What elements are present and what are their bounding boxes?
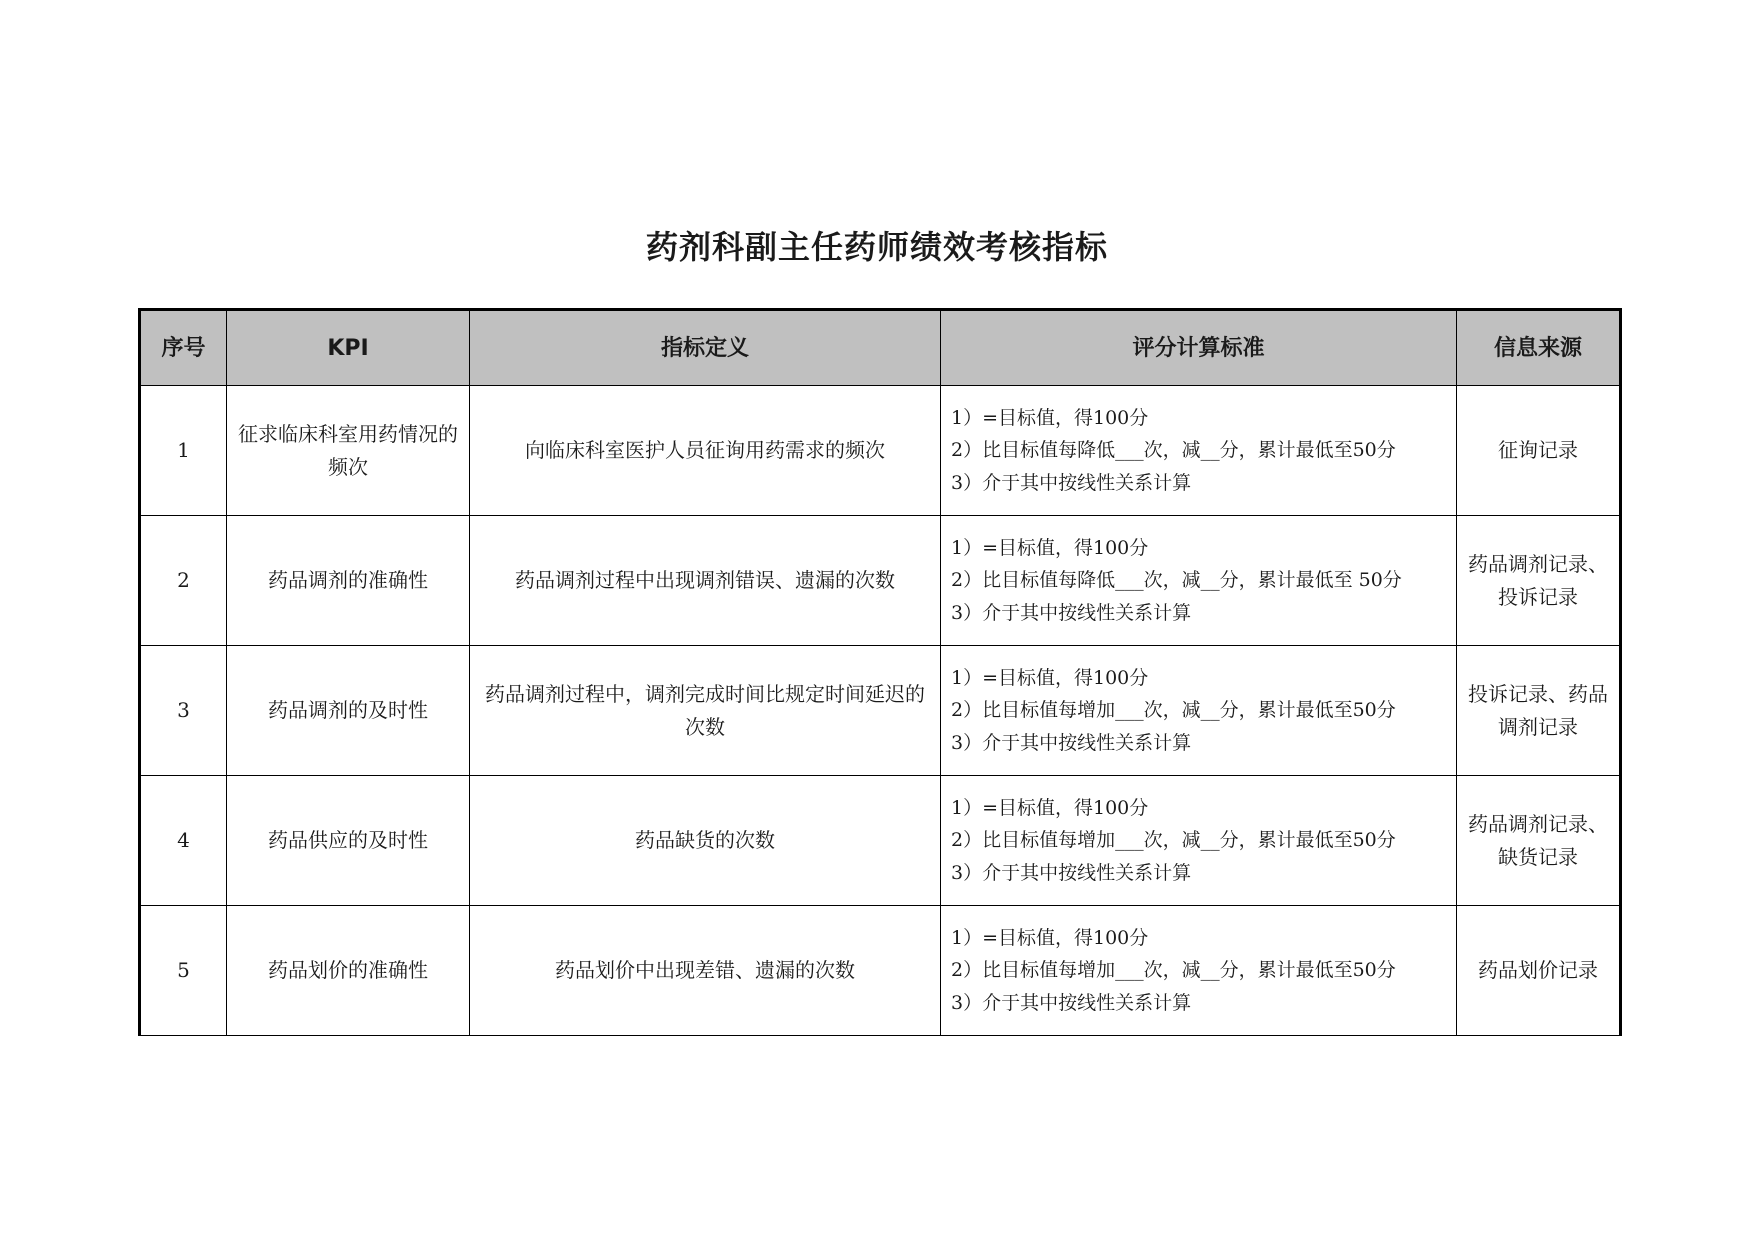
- row-standard: [941, 776, 1457, 906]
- header-kpi: KPI: [227, 310, 470, 386]
- standard-line: 1）=目标值，得100分: [951, 926, 1149, 949]
- standard-line: 3）介于其中按线性关系计算: [951, 861, 1192, 884]
- standard-line: 3）介于其中按线性关系计算: [951, 471, 1192, 494]
- row-standard: [941, 906, 1457, 1036]
- row-kpi: 药品划价的准确性: [227, 906, 470, 1036]
- row-standard: [941, 386, 1457, 516]
- row-no: 3: [140, 646, 227, 776]
- standard-line: 1）=目标值，得100分: [951, 666, 1149, 689]
- standard-line: 3）介于其中按线性关系计算: [951, 731, 1192, 754]
- row-source: 征询记录: [1457, 386, 1621, 516]
- standard-line: 2）比目标值每降低___次，减__分，累计最低至50分: [951, 439, 1396, 462]
- row-standard: [941, 646, 1457, 776]
- table-row: [140, 516, 1621, 646]
- row-no: 4: [140, 776, 227, 906]
- kpi-table: [138, 308, 1622, 1036]
- standard-line: 1）=目标值，得100分: [951, 796, 1149, 819]
- standard-line: 1）=目标值，得100分: [951, 406, 1149, 429]
- standard-line: 2）比目标值每增加___次，减__分，累计最低至50分: [951, 959, 1396, 982]
- row-source: 药品调剂记录、投诉记录: [1457, 516, 1621, 646]
- standard-line: 2）比目标值每增加___次，减__分，累计最低至50分: [951, 699, 1396, 722]
- table-row: [140, 646, 1621, 776]
- row-no: 2: [140, 516, 227, 646]
- row-no: 5: [140, 906, 227, 1036]
- standard-line: 1）=目标值，得100分: [951, 536, 1149, 559]
- standard-line: 3）介于其中按线性关系计算: [951, 601, 1192, 624]
- header-no: 序号: [140, 310, 227, 386]
- standard-line: 2）比目标值每降低___次，减__分，累计最低至 50分: [951, 569, 1402, 592]
- standard-line: 2）比目标值每增加___次，减__分，累计最低至50分: [951, 829, 1396, 852]
- row-definition: 药品调剂过程中，调剂完成时间比规定时间延迟的次数: [470, 646, 941, 776]
- row-source: 药品调剂记录、缺货记录: [1457, 776, 1621, 906]
- row-kpi: 药品调剂的及时性: [227, 646, 470, 776]
- row-definition: 向临床科室医护人员征询用药需求的频次: [470, 386, 941, 516]
- header-standard: 评分计算标准: [941, 310, 1457, 386]
- row-source: 投诉记录、药品调剂记录: [1457, 646, 1621, 776]
- row-definition: 药品调剂过程中出现调剂错误、遗漏的次数: [470, 516, 941, 646]
- row-standard: [941, 516, 1457, 646]
- table-header-row: [140, 310, 1621, 386]
- header-definition: 指标定义: [470, 310, 941, 386]
- row-definition: 药品缺货的次数: [470, 776, 941, 906]
- standard-line: 3）介于其中按线性关系计算: [951, 991, 1192, 1014]
- table-row: [140, 386, 1621, 516]
- row-kpi: 药品调剂的准确性: [227, 516, 470, 646]
- table-row: [140, 906, 1621, 1036]
- page-title: 药剂科副主任药师绩效考核指标: [645, 228, 1108, 266]
- table-row: [140, 776, 1621, 906]
- row-source: 药品划价记录: [1457, 906, 1621, 1036]
- row-kpi: 征求临床科室用药情况的频次: [227, 386, 470, 516]
- row-definition: 药品划价中出现差错、遗漏的次数: [470, 906, 941, 1036]
- header-source: 信息来源: [1457, 310, 1621, 386]
- row-no: 1: [140, 386, 227, 516]
- row-kpi: 药品供应的及时性: [227, 776, 470, 906]
